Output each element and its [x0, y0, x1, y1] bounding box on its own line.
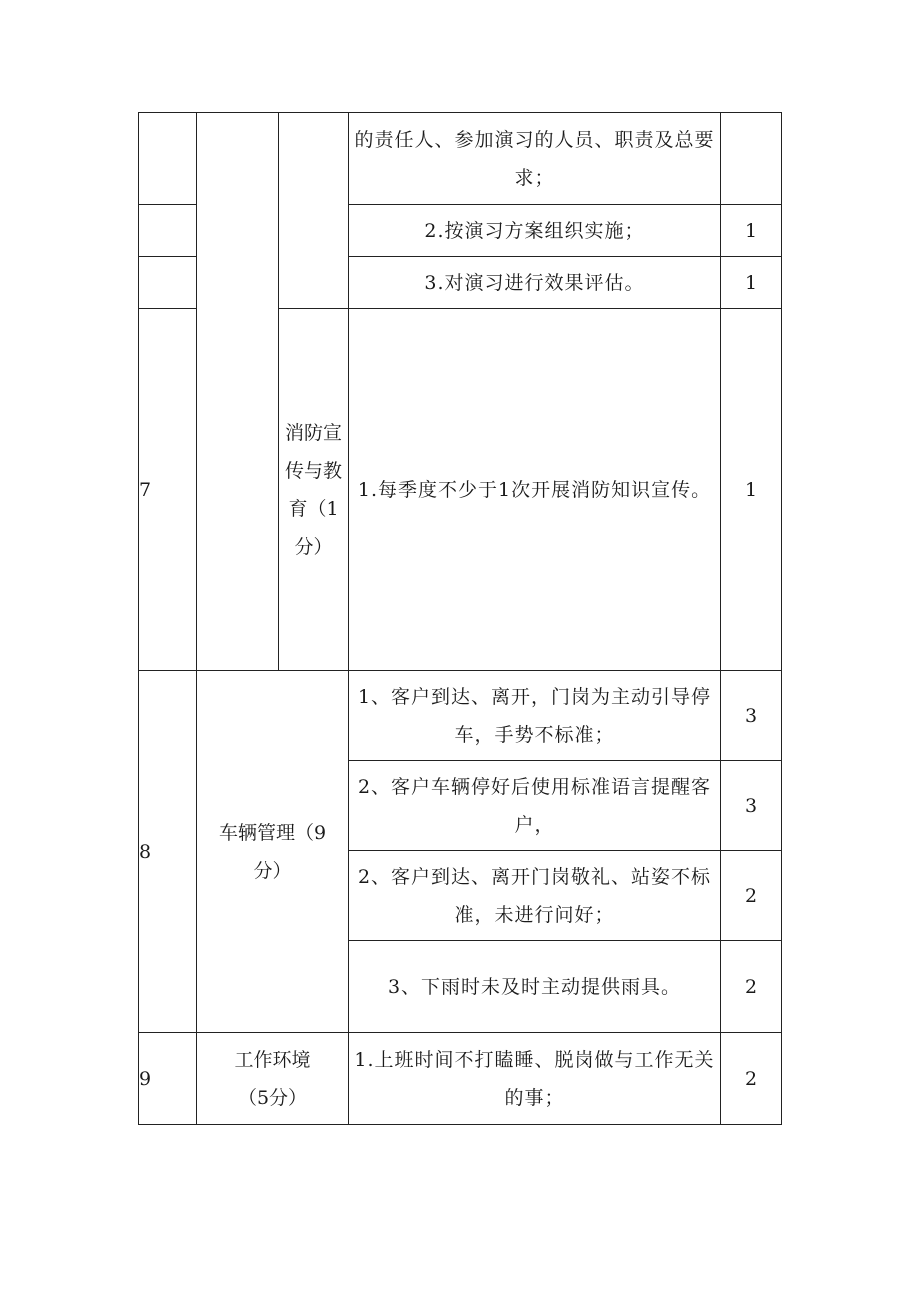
requirement-cell: 3、下雨时未及时主动提供雨具。 — [349, 941, 721, 1033]
subcategory-label: 消防宣传与教育（1分） — [284, 421, 342, 558]
requirement-cell: 的责任人、参加演习的人员、职责及总要求； — [349, 113, 721, 205]
requirement-cell: 1.上班时间不打瞌睡、脱岗做与工作无关的事； — [349, 1033, 721, 1125]
requirement-cell: 2、客户车辆停好后使用标准语言提醒客户， — [349, 761, 721, 851]
requirement-cell: 1.每季度不少于1次开展消防知识宣传。 — [349, 309, 721, 671]
row-number-cell — [139, 113, 197, 205]
category-cell — [197, 1033, 349, 1125]
table-row — [139, 113, 782, 205]
score-cell: 1 — [721, 205, 782, 257]
requirement-cell: 3.对演习进行效果评估。 — [349, 257, 721, 309]
score-cell: 1 — [721, 309, 782, 671]
scoring-table — [138, 112, 782, 1125]
score-cell: 3 — [721, 671, 782, 761]
table-row — [139, 1033, 782, 1125]
score-cell: 2 — [721, 851, 782, 941]
row-number-cell: 8 — [139, 671, 197, 1033]
requirement-cell: 2、客户到达、离开门岗敬礼、站姿不标准，未进行问好； — [349, 851, 721, 941]
row-number-cell — [139, 257, 197, 309]
score-cell: 2 — [721, 941, 782, 1033]
score-cell — [721, 113, 782, 205]
category-cell — [197, 113, 279, 671]
row-number-cell: 9 — [139, 1033, 197, 1125]
score-cell: 1 — [721, 257, 782, 309]
requirement-cell: 1、客户到达、离开，门岗为主动引导停车，手势不标准； — [349, 671, 721, 761]
table-row — [139, 671, 782, 761]
subcategory-cell — [279, 113, 349, 309]
score-cell: 2 — [721, 1033, 782, 1125]
score-cell: 3 — [721, 761, 782, 851]
category-label: 工作环境（5分） — [234, 1048, 311, 1109]
requirement-cell: 2.按演习方案组织实施； — [349, 205, 721, 257]
row-number-cell: 7 — [139, 309, 197, 671]
category-cell — [197, 671, 349, 1033]
row-number-cell — [139, 205, 197, 257]
subcategory-cell — [279, 309, 349, 671]
category-label: 车辆管理（9分） — [218, 821, 327, 882]
